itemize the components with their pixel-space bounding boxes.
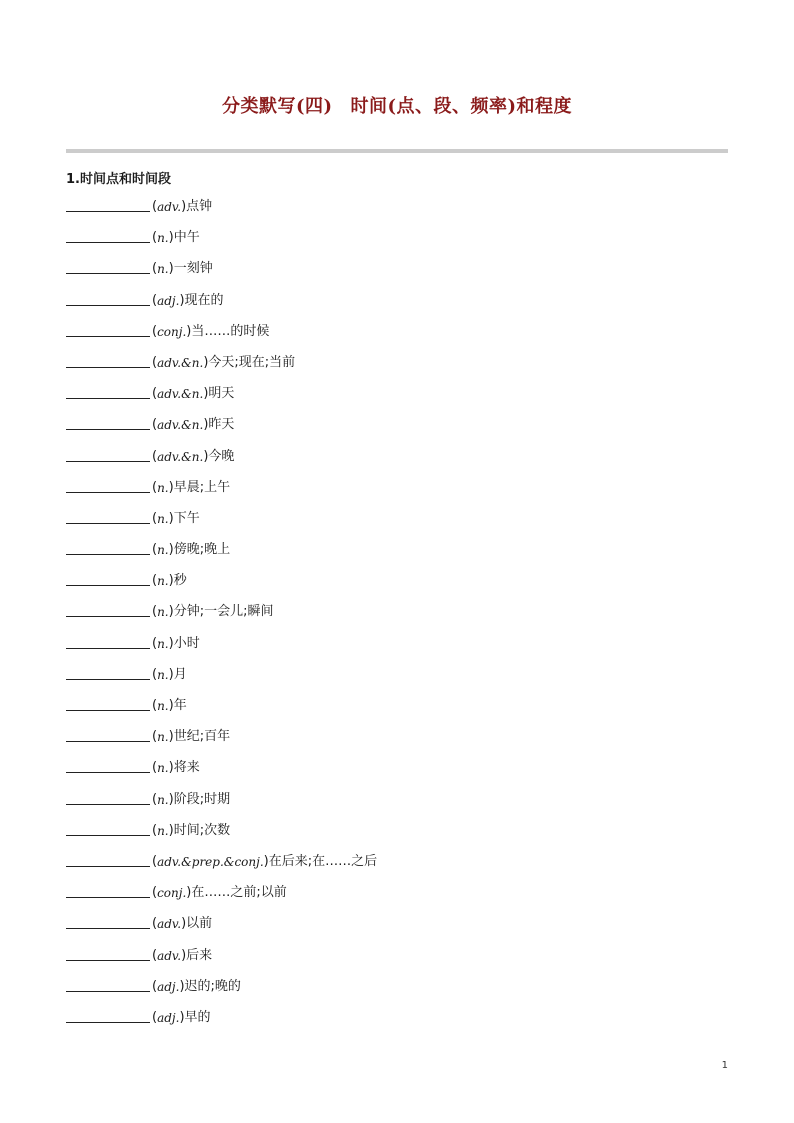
pos-open-paren: ( <box>152 479 158 495</box>
exercise-item <box>66 259 728 290</box>
part-of-speech: n. <box>157 667 169 682</box>
pos-open-paren: ( <box>152 354 158 370</box>
answer-blank[interactable] <box>66 1008 150 1023</box>
part-of-speech: n. <box>157 636 169 651</box>
part-of-speech: adj. <box>157 293 180 308</box>
answer-blank[interactable] <box>66 946 150 961</box>
chinese-meaning: 早晨;上午 <box>173 479 231 495</box>
exercise-item <box>66 291 728 322</box>
chinese-meaning: 昨天 <box>208 417 235 433</box>
exercise-item <box>66 197 728 228</box>
pos-close-paren: ) <box>203 354 209 370</box>
chinese-meaning: 点钟 <box>186 199 213 214</box>
answer-blank[interactable] <box>66 384 150 399</box>
exercise-item <box>66 665 728 696</box>
part-of-speech: adv.&n. <box>157 449 204 464</box>
pos-close-paren: ) <box>168 698 174 713</box>
exercise-item <box>66 571 728 602</box>
answer-blank[interactable] <box>66 883 150 898</box>
pos-open-paren: ( <box>152 292 158 308</box>
exercise-item <box>66 353 728 384</box>
pos-close-paren: ) <box>181 199 187 214</box>
part-of-speech: adv. <box>157 917 182 932</box>
chinese-meaning: 在……之前;以前 <box>191 885 287 901</box>
pos-open-paren: ( <box>152 1009 158 1025</box>
chinese-meaning: 在后来;在……之后 <box>268 853 378 869</box>
chinese-meaning: 一刻钟 <box>173 261 213 277</box>
pos-open-paren: ( <box>152 885 158 901</box>
pos-close-paren: ) <box>168 573 174 589</box>
exercise-item <box>66 322 728 353</box>
pos-open-paren: ( <box>152 510 158 526</box>
exercise-item <box>66 602 728 633</box>
pos-open-paren: ( <box>152 573 158 589</box>
exercise-item <box>66 447 728 478</box>
part-of-speech: n. <box>157 761 169 776</box>
pos-open-paren: ( <box>152 666 158 682</box>
pos-close-paren: ) <box>263 853 269 869</box>
chinese-meaning: 以前 <box>186 916 213 932</box>
answer-blank[interactable] <box>66 415 150 430</box>
answer-blank[interactable] <box>66 821 150 836</box>
pos-close-paren: ) <box>168 479 174 495</box>
pos-open-paren: ( <box>152 199 158 214</box>
part-of-speech: adj. <box>157 1010 180 1025</box>
part-of-speech: adv.&prep.&conj. <box>157 854 264 869</box>
part-of-speech: n. <box>157 792 169 807</box>
pos-close-paren: ) <box>168 666 174 682</box>
pos-close-paren: ) <box>168 542 174 558</box>
pos-open-paren: ( <box>152 448 158 464</box>
exercise-item <box>66 977 728 1008</box>
pos-open-paren: ( <box>152 947 158 963</box>
part-of-speech: conj. <box>157 886 187 901</box>
exercise-item <box>66 478 728 509</box>
part-of-speech: n. <box>157 543 169 558</box>
pos-close-paren: ) <box>168 729 174 745</box>
answer-blank[interactable] <box>66 602 150 617</box>
exercise-item <box>66 696 728 727</box>
page-title <box>0 92 794 118</box>
pos-close-paren: ) <box>179 292 185 308</box>
chinese-meaning: 世纪;百年 <box>173 729 231 745</box>
pos-close-paren: ) <box>168 822 174 838</box>
pos-close-paren: ) <box>168 261 174 277</box>
answer-blank[interactable] <box>66 727 150 742</box>
part-of-speech: n. <box>157 823 169 838</box>
part-of-speech: conj. <box>157 324 187 339</box>
exercise-item <box>66 883 728 914</box>
exercise-item <box>66 634 728 665</box>
answer-blank[interactable] <box>66 353 150 368</box>
exercise-item <box>66 946 728 977</box>
pos-close-paren: ) <box>203 448 209 464</box>
exercise-item <box>66 914 728 945</box>
part-of-speech: n. <box>157 730 169 745</box>
pos-close-paren: ) <box>181 916 187 932</box>
part-of-speech: n. <box>157 511 169 526</box>
answer-blank[interactable] <box>66 291 150 306</box>
part-of-speech: n. <box>157 605 169 620</box>
exercise-item <box>66 228 728 259</box>
section-heading: 1.时间点和时间段 <box>66 172 171 187</box>
exercise-item <box>66 415 728 446</box>
chinese-meaning: 今天;现在;当前 <box>208 354 296 370</box>
pos-close-paren: ) <box>186 323 192 339</box>
part-of-speech: n. <box>157 480 169 495</box>
chinese-meaning: 下午 <box>173 510 200 526</box>
pos-open-paren: ( <box>152 230 158 246</box>
pos-close-paren: ) <box>186 885 192 901</box>
part-of-speech: n. <box>157 262 169 277</box>
pos-close-paren: ) <box>168 510 174 526</box>
pos-open-paren: ( <box>152 729 158 745</box>
answer-blank[interactable] <box>66 540 150 555</box>
answer-blank[interactable] <box>66 259 150 274</box>
chinese-meaning: 当……的时候 <box>191 323 270 339</box>
exercise-item <box>66 540 728 571</box>
part-of-speech: n. <box>157 699 169 713</box>
exercise-item <box>66 758 728 789</box>
chinese-meaning: 中午 <box>173 230 200 246</box>
answer-blank[interactable] <box>66 197 150 212</box>
answer-blank[interactable] <box>66 914 150 929</box>
chinese-meaning: 明天 <box>208 386 235 402</box>
pos-close-paren: ) <box>203 386 209 402</box>
answer-blank[interactable] <box>66 447 150 462</box>
answer-blank[interactable] <box>66 665 150 680</box>
chinese-meaning: 分钟;一会儿;瞬间 <box>173 604 274 620</box>
page-number: 1 <box>721 1060 728 1071</box>
part-of-speech: adv. <box>157 948 182 963</box>
pos-open-paren: ( <box>152 417 158 433</box>
answer-blank[interactable] <box>66 790 150 805</box>
pos-close-paren: ) <box>168 760 174 776</box>
answer-blank[interactable] <box>66 228 150 243</box>
chinese-meaning: 今晚 <box>208 448 235 464</box>
exercise-item <box>66 1008 728 1039</box>
pos-open-paren: ( <box>152 261 158 277</box>
exercise-item <box>66 509 728 540</box>
exercise-item <box>66 727 728 758</box>
chinese-meaning: 早的 <box>184 1009 211 1025</box>
pos-open-paren: ( <box>152 791 158 807</box>
chinese-meaning: 时间;次数 <box>173 822 231 838</box>
pos-open-paren: ( <box>152 853 158 869</box>
answer-blank[interactable] <box>66 758 150 773</box>
title-category: 分类默写(四) <box>221 96 333 117</box>
part-of-speech: adv. <box>157 200 182 214</box>
answer-blank[interactable] <box>66 571 150 586</box>
answer-blank[interactable] <box>66 322 150 337</box>
chinese-meaning: 阶段;时期 <box>173 791 231 807</box>
pos-open-paren: ( <box>152 916 158 932</box>
pos-open-paren: ( <box>152 386 158 402</box>
part-of-speech: adv.&n. <box>157 418 204 433</box>
chinese-meaning: 迟的;晚的 <box>184 978 241 994</box>
pos-close-paren: ) <box>168 791 174 807</box>
chinese-meaning: 傍晚;晚上 <box>173 542 231 558</box>
exercise-list <box>66 197 728 1039</box>
exercise-item <box>66 384 728 415</box>
pos-open-paren: ( <box>152 323 158 339</box>
chinese-meaning: 年 <box>173 698 187 713</box>
header-divider <box>66 149 728 153</box>
chinese-meaning: 小时 <box>173 635 200 651</box>
chinese-meaning: 将来 <box>173 760 200 776</box>
answer-blank[interactable] <box>66 696 150 711</box>
answer-blank[interactable] <box>66 509 150 524</box>
pos-close-paren: ) <box>168 604 174 620</box>
pos-open-paren: ( <box>152 978 158 994</box>
answer-blank[interactable] <box>66 977 150 992</box>
exercise-item <box>66 821 728 852</box>
pos-open-paren: ( <box>152 604 158 620</box>
part-of-speech: adv.&n. <box>157 387 204 402</box>
answer-blank[interactable] <box>66 634 150 649</box>
part-of-speech: n. <box>157 231 169 246</box>
chinese-meaning: 后来 <box>186 947 213 963</box>
pos-close-paren: ) <box>179 978 185 994</box>
pos-close-paren: ) <box>203 417 209 433</box>
pos-close-paren: ) <box>179 1009 185 1025</box>
title-topic: 时间(点、段、频率)和程度 <box>350 96 573 117</box>
pos-open-paren: ( <box>152 760 158 776</box>
pos-open-paren: ( <box>152 542 158 558</box>
pos-close-paren: ) <box>181 947 187 963</box>
answer-blank[interactable] <box>66 478 150 493</box>
pos-open-paren: ( <box>152 635 158 651</box>
answer-blank[interactable] <box>66 852 150 867</box>
pos-open-paren: ( <box>152 698 158 713</box>
pos-close-paren: ) <box>168 230 174 246</box>
part-of-speech: adv.&n. <box>157 355 204 370</box>
chinese-meaning: 现在的 <box>184 292 224 308</box>
chinese-meaning: 秒 <box>173 573 187 589</box>
pos-close-paren: ) <box>168 635 174 651</box>
part-of-speech: n. <box>157 574 169 589</box>
part-of-speech: adj. <box>157 979 180 994</box>
exercise-item <box>66 790 728 821</box>
pos-open-paren: ( <box>152 822 158 838</box>
chinese-meaning: 月 <box>173 666 187 682</box>
exercise-item <box>66 852 728 883</box>
